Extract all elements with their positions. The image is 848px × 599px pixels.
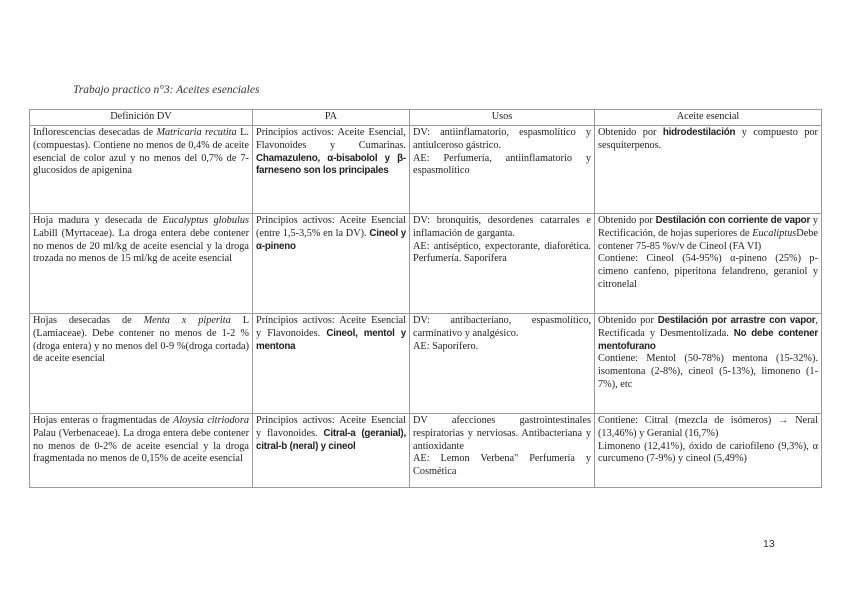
table-row bbox=[30, 214, 822, 314]
page-title: Trabajo practico n°3: Aceites esenciales bbox=[73, 84, 260, 96]
table-header-row bbox=[30, 110, 822, 126]
header-pa: PA bbox=[253, 110, 410, 126]
cell-aceite: Obtenido por Destilación por arrastre con vapor, Rectificada y Desmentolizada. No debe contener mentofurano Contiene: Mentol (50-78%) mentona (15-32%). isomentona (2-8%), cineol (5-13%), limoneno (1-7%), etc bbox=[595, 314, 822, 414]
cell-aceite: Obtenido por Destilación con corriente de vapor y Rectificación, de hojas superiores de EucaliptusDebe contener 75-85 %v/v de Cineol (FA VI) Contiene: Cineol (54-95%) α-pineno (25%) p-cimeno canfeno, piperitona felandreno, geraniol y citronelal bbox=[595, 214, 822, 314]
table-row bbox=[30, 414, 822, 488]
cell-pa: Principios activos: Aceite Esencial, Flavonoides y Cumarinas. Chamazuleno, α-bisabolol y β-farneseno son los principales bbox=[253, 126, 410, 214]
cell-usos: DV afecciones gastrointestinales respiratorias y nerviosas. Antibacteriana y antioxidante AE: Lemon Verbena" Perfumería y Cosmética bbox=[410, 414, 595, 488]
cell-usos: DV: bronquitis, desordenes catarrales e inflamación de garganta. AE: antiséptico, expectorante, diaforética. Perfumería. Saporífera bbox=[410, 214, 595, 314]
header-usos: Usos bbox=[410, 110, 595, 126]
cell-usos: DV: antiinflamatorio, espasmolítico y antiulceroso gástrico. AE: Perfumería, antiinflamatorio y espasmolítico bbox=[410, 126, 595, 214]
cell-aceite: Obtenido por hidrodestilación y compuesto por sesquiterpenos. bbox=[595, 126, 822, 214]
cell-pa: Principios activos: Aceite Esencial (entre 1,5-3,5% en la DV). Cineol y α-pineno bbox=[253, 214, 410, 314]
cell-usos: DV: antibacteriano, espasmolítico, carminativo y analgésico. AE: Saporífero. bbox=[410, 314, 595, 414]
cell-definicion: Hoja madura y desecada de Eucalyptus globulus Labill (Myrtaceae). La droga entera debe contener no menos de 20 ml/kg de aceite esencial y la droga trozada no menos de 15 ml/kg de aceite esencial bbox=[30, 214, 253, 314]
cell-pa: Principios activos: Aceite Esencial y flavonoides. Citral-a (geranial), citral-b (neral) y cineol bbox=[253, 414, 410, 488]
cell-definicion: Inflorescencias desecadas de Matricaria recutita L. (compuestas). Contiene no menos de 0,4% de aceite esencial de color azul y no menos del 0,7% de 7-glucosidos de apigenina bbox=[30, 126, 253, 214]
table-row bbox=[30, 126, 822, 214]
cell-definicion: Hojas enteras o fragmentadas de Aloysia citriodora Palau (Verbenaceae). La droga entera debe contener no menos de 0-2% de aceite esencial y la droga fragmentada no menos de 0,15% de aceite esencial bbox=[30, 414, 253, 488]
header-definicion: Definición DV bbox=[30, 110, 253, 126]
cell-definicion: Hojas desecadas de Menta x piperita L (Lamiaceae). Debe contener no menos de 1-2 %(droga entera) y no menos del 0-9 %(droga cortada) de aceite esencial bbox=[30, 314, 253, 414]
page-number: 13 bbox=[763, 538, 775, 550]
cell-aceite: Contiene: Citral (mezcla de isómeros) → Neral (13,46%) y Geranial (16,7%) Limoneno (12,41%), óxido de cariofileno (9,3%), α curcumeno (7-9%) y cineol (5,49%) bbox=[595, 414, 822, 488]
essential-oils-table bbox=[29, 109, 822, 488]
table-row bbox=[30, 314, 822, 414]
cell-pa: Principios activos: Aceite Esencial y Flavonoides. Cineol, mentol y mentona bbox=[253, 314, 410, 414]
header-aceite: Aceite esencial bbox=[595, 110, 822, 126]
